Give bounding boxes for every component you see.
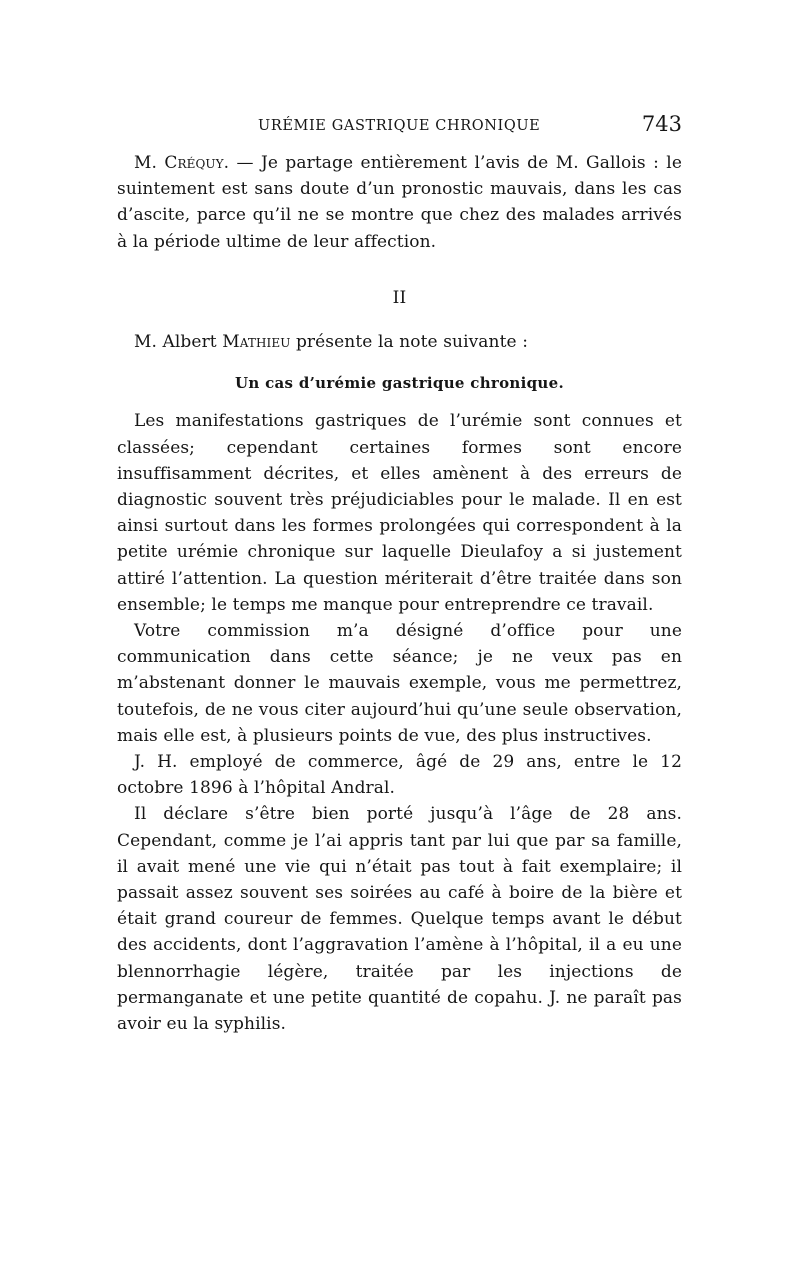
intro-prefix: M. Albert bbox=[134, 332, 223, 353]
paragraph-manifestations: Les manifestations gastriques de l’urémie sont connues et classées; cependant certaines formes sont encore insuffisamment décrites, et elles amènent à des erreurs de diagnostic souvent très préjudiciables pour le malade. Il en est ainsi surtout dans les formes prolongées qui correspondent à la petite urémie chronique sur laquelle Dieulafoy a si justement attiré l’attention. La question mériterait d’être traitée dans son ensemble; le temps me manque pour entreprendre ce travail. bbox=[117, 411, 682, 615]
intro-suffix: présente la note suivante : bbox=[290, 332, 529, 353]
paragraph-history: Il déclare s’être bien porté jusqu’à l’âge de 28 ans. Cependant, comme je l’ai appris tant par lui que par sa famille, il avait mené une vie qui n’était pas tout à fait exemplaire; il passait assez souvent ses soirées au café à boire de la bière et était grand coureur de femmes. Quelque temps avant le début des accidents, dont l’aggravation l’amène à l’hôpital, il a eu une blennorrhagie légère, traitée par les injections de permanganate et une petite quantité de copahu. J. ne paraît pas avoir eu la syphilis. bbox=[117, 804, 682, 1035]
paragraph-patient: J. H. employé de commerce, âgé de 29 ans, entre le 12 octobre 1896 à l’hôpital Andral. bbox=[117, 752, 682, 799]
paragraph-mathieu-intro bbox=[117, 329, 682, 355]
running-title: URÉMIE GASTRIQUE CHRONIQUE bbox=[258, 118, 541, 134]
page-number: 743 bbox=[641, 112, 682, 136]
running-head bbox=[117, 112, 682, 142]
paragraph-crequy bbox=[117, 150, 682, 255]
paragraph-commission: Votre commission m’a désigné d’office pour une communication dans cette séance; je ne veux pas en m’abstenant donner le mauvais exemple, vous me permettrez, toutefois, de ne vous citer aujourd’hui qu’une seule observation, mais elle est, à plusieurs points de vue, des plus instructives. bbox=[117, 621, 682, 746]
body-text bbox=[117, 150, 682, 1037]
article-title: Un cas d’urémie gastrique chronique. bbox=[235, 374, 564, 393]
paragraph-text: — Je partage entièrement l’avis de M. Gallois : le suintement est sans doute d’un pronostic mauvais, dans les cas d’ascite, parce qu’il ne se montre que chez des malades arrivés à la période ultime de leur affection. bbox=[117, 153, 682, 252]
speaker-name: M. Créquy. bbox=[134, 153, 230, 173]
section-number: II bbox=[392, 287, 407, 308]
author-name: Mathieu bbox=[222, 332, 291, 353]
